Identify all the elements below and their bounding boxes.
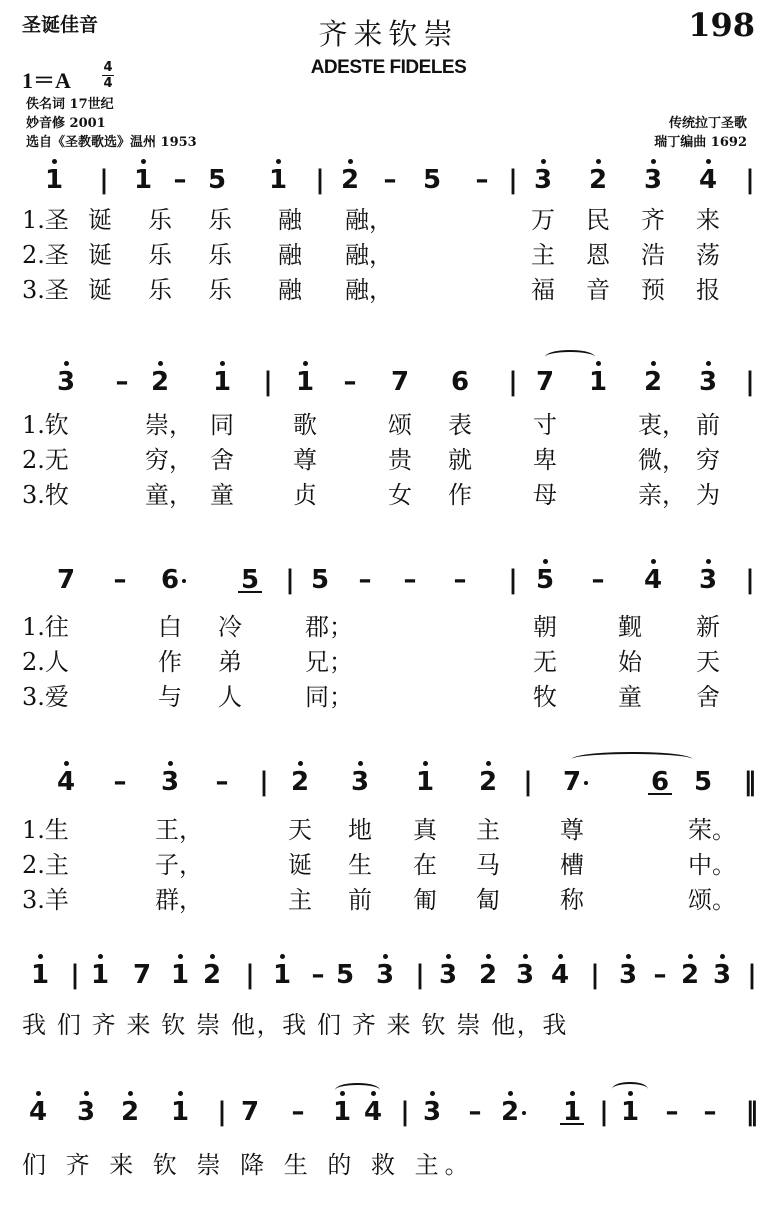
lyric-syllable: 天 [288, 816, 312, 844]
lyric-syllable: 融， [345, 206, 393, 234]
note: 2 [282, 767, 318, 797]
note: 3 [414, 1097, 450, 1127]
lyric-syllable: 贞 [293, 481, 317, 509]
note: 4 [635, 565, 671, 595]
lyric-syllable: 乐 [148, 206, 172, 234]
lyric-syllable: 表 [448, 411, 472, 439]
lyric-syllable: 童， [145, 481, 193, 509]
dash: – [215, 767, 229, 797]
verse-first-syllable: 2.圣 [22, 241, 69, 269]
lyric-syllable: 母 [533, 481, 557, 509]
note: 1 [125, 165, 161, 195]
dash: – [665, 1097, 679, 1127]
lyric-syllable: 诞 [88, 276, 112, 304]
lyric-syllable: 童 [210, 481, 234, 509]
verse-first-syllable: 1.生 [22, 816, 69, 844]
note: 2 [492, 1097, 528, 1127]
barline: | [415, 960, 425, 990]
note: 1 [324, 1097, 360, 1127]
barline: | [99, 165, 109, 195]
lyric-syllable: 卑 [533, 446, 557, 474]
note: 5 [207, 165, 227, 195]
lyric-syllable: 尊 [560, 816, 584, 844]
lyric-syllable: 同 [210, 411, 234, 439]
barline: | [508, 165, 518, 195]
lyric-syllable: 王， [155, 816, 203, 844]
time-sig-bottom: 4 [103, 76, 113, 91]
note: 2 [580, 165, 616, 195]
collection-title: 圣诞佳音 [22, 14, 99, 36]
barline: | [747, 960, 757, 990]
lyric-syllable: 为 [696, 481, 720, 509]
lyric-syllable: 穷 [696, 446, 720, 474]
note: 6 [642, 767, 678, 797]
note: 1 [580, 367, 616, 397]
note: 7 [240, 1097, 260, 1127]
note: 2 [112, 1097, 148, 1127]
lyric-syllable: 作 [158, 648, 182, 676]
lyric-syllable: 就 [448, 446, 472, 474]
lyric-syllable: 衷， [638, 411, 686, 439]
note: 2 [470, 960, 506, 990]
barline: | [508, 565, 518, 595]
lyric-syllable: 诞 [88, 206, 112, 234]
lyric-syllable: 同； [305, 683, 353, 711]
lyric-syllable: 天 [696, 648, 720, 676]
lyric-syllable: 诞 [288, 851, 312, 879]
latin-subtitle: ADESTE FIDELES [310, 57, 467, 78]
note: 3 [525, 165, 561, 195]
composer-credit: 瑞丁编曲 1692 [654, 135, 747, 150]
lyric-syllable: 来 [696, 206, 720, 234]
lyric-syllable: 乐 [148, 276, 172, 304]
note: 3 [48, 367, 84, 397]
barline: | [508, 367, 518, 397]
lyric-syllable: 生 [348, 851, 372, 879]
dash: – [468, 1097, 482, 1127]
lyric-syllable: 民 [586, 206, 610, 234]
dash: – [703, 1097, 717, 1127]
dash: – [453, 565, 467, 595]
lyric-syllable: 匐 [476, 886, 500, 914]
barline: | [745, 565, 755, 595]
note: 7 [56, 565, 76, 595]
lyric-syllable: 新 [696, 613, 720, 641]
source-credit: 选自《圣教歌选》温州 1953 [26, 135, 197, 150]
lyric-syllable: 冷 [218, 613, 242, 641]
lyric-syllable: 音 [586, 276, 610, 304]
lyric-syllable: 白 [158, 613, 182, 641]
lyric-syllable: 寸 [533, 411, 557, 439]
barline: | [745, 165, 755, 195]
lyric-syllable: 歌 [293, 411, 317, 439]
note: 1 [36, 165, 72, 195]
note: 1 [260, 165, 296, 195]
key-signature: 1＝A [22, 68, 71, 93]
tune-origin-credit: 传统拉丁圣歌 [668, 116, 747, 131]
lyric-syllable: 融， [345, 241, 393, 269]
lyric-syllable: 作 [448, 481, 472, 509]
note: 3 [367, 960, 403, 990]
note: 3 [152, 767, 188, 797]
note: 3 [507, 960, 543, 990]
note: 5 [422, 165, 442, 195]
barline: | [285, 565, 295, 595]
note: 1 [407, 767, 443, 797]
note: 4 [690, 165, 726, 195]
lyric-syllable: 始 [618, 648, 642, 676]
note: 5 [527, 565, 563, 595]
note: 2 [142, 367, 178, 397]
barline: | [263, 367, 273, 397]
note: 3 [690, 367, 726, 397]
lyric-syllable: 乐 [208, 206, 232, 234]
dash: – [173, 165, 187, 195]
lyric-syllable: 子， [155, 851, 203, 879]
note: 3 [610, 960, 646, 990]
note: 2 [332, 165, 368, 195]
verse-first-syllable: 1.圣 [22, 206, 69, 234]
lyric-syllable: 乐 [208, 241, 232, 269]
dash: – [383, 165, 397, 195]
lyric-syllable: 尊 [293, 446, 317, 474]
note: 5 [693, 767, 713, 797]
lyric-syllable: 觐 [618, 613, 642, 641]
lyric-syllable: 匍 [413, 886, 437, 914]
lyric-syllable: 朝 [533, 613, 557, 641]
verse-first-syllable: 2.人 [22, 648, 69, 676]
lyric-syllable: 弟 [218, 648, 242, 676]
note: 7 [132, 960, 152, 990]
barline: | [590, 960, 600, 990]
lyricist-credit: 佚名词 17世纪 [26, 97, 114, 112]
lyric-syllable: 群， [155, 886, 203, 914]
dash: – [113, 565, 127, 595]
verse-first-syllable: 3.羊 [22, 886, 69, 914]
lyric-syllable: 浩 [641, 241, 665, 269]
note: 5 [310, 565, 330, 595]
lyric-syllable: 预 [641, 276, 665, 304]
lyric-syllable: 报 [696, 276, 720, 304]
lyric-syllable: 真 [413, 816, 437, 844]
lyric-syllable: 主 [531, 241, 555, 269]
note: 3 [690, 565, 726, 595]
lyric-syllable: 舍 [696, 683, 720, 711]
verse-first-syllable: 1.往 [22, 613, 69, 641]
lyric-syllable: 乐 [148, 241, 172, 269]
note: 1 [162, 1097, 198, 1127]
lyric-syllable: 中。 [688, 851, 736, 879]
time-signature [100, 60, 116, 91]
note: 7 [535, 367, 555, 397]
lyric-syllable: 亲， [638, 481, 686, 509]
lyric-syllable: 与 [158, 683, 182, 711]
note: 1 [554, 1097, 590, 1127]
lyric-syllable: 女 [388, 481, 412, 509]
lyric-syllable: 福 [531, 276, 555, 304]
lyric-syllable: 地 [348, 816, 372, 844]
note: 4 [355, 1097, 391, 1127]
verse-first-syllable: 3.圣 [22, 276, 69, 304]
dash: – [653, 960, 667, 990]
barline: | [599, 1097, 609, 1127]
dash: – [403, 565, 417, 595]
dash: – [311, 960, 325, 990]
slur [545, 350, 595, 364]
lyric-syllable: 主 [476, 816, 500, 844]
barline: | [523, 767, 533, 797]
verse-first-syllable: 2.无 [22, 446, 69, 474]
lyric-syllable: 融 [278, 241, 302, 269]
barline: | [259, 767, 269, 797]
barline: | [217, 1097, 227, 1127]
lyric-syllable: 槽 [560, 851, 584, 879]
note: 2 [672, 960, 708, 990]
lyric-syllable: 万 [531, 206, 555, 234]
note: 4 [20, 1097, 56, 1127]
barline: | [315, 165, 325, 195]
note: 2 [194, 960, 230, 990]
note: 1 [612, 1097, 648, 1127]
note: 7 [390, 367, 410, 397]
note: 1 [82, 960, 118, 990]
lyric-syllable: 无 [533, 648, 557, 676]
note: 6 [450, 367, 470, 397]
lyric-syllable: 颂 [388, 411, 412, 439]
lyric-syllable: 乐 [208, 276, 232, 304]
note: 3 [68, 1097, 104, 1127]
verse-first-syllable: 1.钦 [22, 411, 69, 439]
note: 3 [704, 960, 740, 990]
lyric-syllable: 牧 [533, 683, 557, 711]
barline: | [400, 1097, 410, 1127]
barline: | [245, 960, 255, 990]
lyric-syllable: 兄； [305, 648, 353, 676]
verse-first-syllable: 3.爱 [22, 683, 69, 711]
lyric-syllable: 在 [413, 851, 437, 879]
dash: – [475, 165, 489, 195]
lyric-syllable: 前 [348, 886, 372, 914]
lyric-syllable: 齐 [641, 206, 665, 234]
page-number: 198 [688, 6, 755, 44]
note: ‖ [745, 1097, 759, 1127]
lyric-syllable: 微， [638, 446, 686, 474]
chorus-lyric-line: 们 齐 来 钦 崇 降 生 的 救 主。 [22, 1151, 475, 1179]
lyric-syllable: 贵 [388, 446, 412, 474]
note: 1 [264, 960, 300, 990]
lyric-syllable: 融 [278, 276, 302, 304]
lyric-syllable: 童 [618, 683, 642, 711]
lyric-syllable: 崇， [145, 411, 193, 439]
reviser-credit: 妙音修 2001 [26, 116, 106, 131]
lyric-syllable: 郡； [305, 613, 353, 641]
verse-first-syllable: 3.牧 [22, 481, 69, 509]
note: 1 [204, 367, 240, 397]
page-title: 齐来钦崇 [318, 17, 459, 51]
lyric-syllable: 称 [560, 886, 584, 914]
note: 6 [152, 565, 188, 595]
note: 1 [162, 960, 198, 990]
note: 4 [48, 767, 84, 797]
note: 7 [554, 767, 590, 797]
lyric-syllable: 马 [476, 851, 500, 879]
lyric-syllable: 人 [218, 683, 242, 711]
dash: – [358, 565, 372, 595]
dash: – [113, 767, 127, 797]
note: 1 [22, 960, 58, 990]
note: 4 [542, 960, 578, 990]
dash: – [343, 367, 357, 397]
note: ‖ [743, 767, 757, 797]
note: 2 [470, 767, 506, 797]
slur [572, 752, 692, 766]
lyric-syllable: 主 [288, 886, 312, 914]
note: 3 [430, 960, 466, 990]
lyric-syllable: 穷， [145, 446, 193, 474]
verse-first-syllable: 2.主 [22, 851, 69, 879]
lyric-syllable: 恩 [586, 241, 610, 269]
time-sig-top: 4 [103, 60, 113, 75]
lyric-syllable: 诞 [88, 241, 112, 269]
note: 3 [342, 767, 378, 797]
note: 3 [635, 165, 671, 195]
note: 1 [287, 367, 323, 397]
lyric-syllable: 融 [278, 206, 302, 234]
chorus-lyric-line: 我 们 齐 来 钦 崇 他，我 们 齐 来 钦 崇 他，我 [22, 1011, 568, 1039]
lyric-syllable: 颂。 [688, 886, 736, 914]
note: 5 [335, 960, 355, 990]
lyric-syllable: 荡 [696, 241, 720, 269]
dash: – [291, 1097, 305, 1127]
barline: | [70, 960, 80, 990]
barline: | [745, 367, 755, 397]
lyric-syllable: 舍 [210, 446, 234, 474]
note: 5 [232, 565, 268, 595]
note: 2 [635, 367, 671, 397]
dash: – [115, 367, 129, 397]
lyric-syllable: 前 [696, 411, 720, 439]
lyric-syllable: 融， [345, 276, 393, 304]
dash: – [591, 565, 605, 595]
lyric-syllable: 荣。 [688, 816, 736, 844]
